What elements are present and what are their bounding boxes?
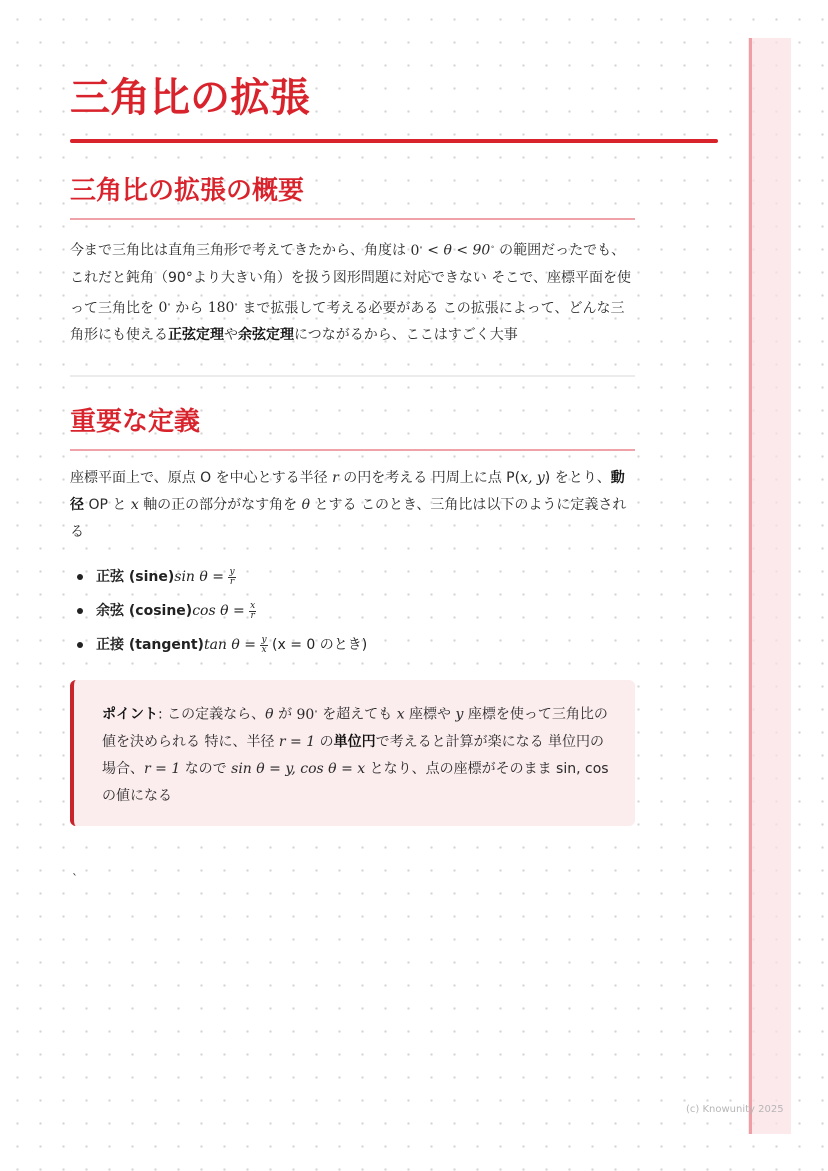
keyword-cosine-rule: 余弦定理 <box>238 327 294 344</box>
list-item: 余弦 (cosine)cos θ = $\frac{x}{r}$ <box>70 594 635 628</box>
fraction: $\frac{y}{x}$ <box>261 634 267 655</box>
point-callout: ポイント: この定義なら、θ が 90∘ を超えても x 座標や y 座標を使って三角比の値を決められる 特に、半径 r = 1 の単位円で考えると計算が楽になる 単位円の場合、r = 1 なので sin θ = y, cos θ = x となり、点の座標がそのまま sin, cos の値になる <box>70 680 635 826</box>
fraction: $\frac{y}{r}$ <box>229 566 235 587</box>
margin-strip <box>748 38 791 1134</box>
section-heading-definitions: 重要な定義 <box>70 405 635 451</box>
overview-paragraph: 今まで三角比は直角三角形で考えてきたから、角度は 0∘ < θ < 90∘ の範囲だったでも、これだと鈍角（90°より大きい角）を扱う図形問題に対応できない そこで、座標平面を使って三角比を 0∘ から 180∘ まで拡張して考える必要がある この拡張によって、どんな三角形にも使える正弦定理や余弦定理につながるから、ここはすごく大事 <box>70 242 631 344</box>
keyword-sine-rule: 正弦定理 <box>168 327 224 344</box>
list-item: 正接 (tangent)tan θ = $\frac{y}{x}$ (x = 0 のとき) <box>70 628 635 662</box>
definitions-paragraph: 座標平面上で、原点 O を中心とする半径 r の円を考える 円周上に点 P(x, y) をとり、動径 OP と x 軸の正の部分がなす角を θ とする このとき、三角比は以下のように定義される <box>70 470 627 541</box>
keyword-unit-circle: 単位円 <box>333 733 376 750</box>
section-heading-overview: 三角比の拡張の概要 <box>70 174 635 220</box>
fraction: $\frac{x}{r}$ <box>250 600 256 621</box>
definition-list <box>70 560 635 662</box>
keyword-radius-vector: 動径 <box>70 470 625 514</box>
document-body <box>70 72 635 826</box>
title-underline <box>70 139 718 143</box>
margin-line <box>749 38 752 1134</box>
page-title: 三角比の拡張 <box>70 75 310 121</box>
callout-label: ポイント <box>102 706 158 723</box>
copyright-footer: (c) Knowunity 2025 <box>686 1104 784 1115</box>
stray-mark: ` <box>72 872 78 886</box>
list-item: 正弦 (sine)sin θ = $\frac{y}{r}$ <box>70 560 635 594</box>
